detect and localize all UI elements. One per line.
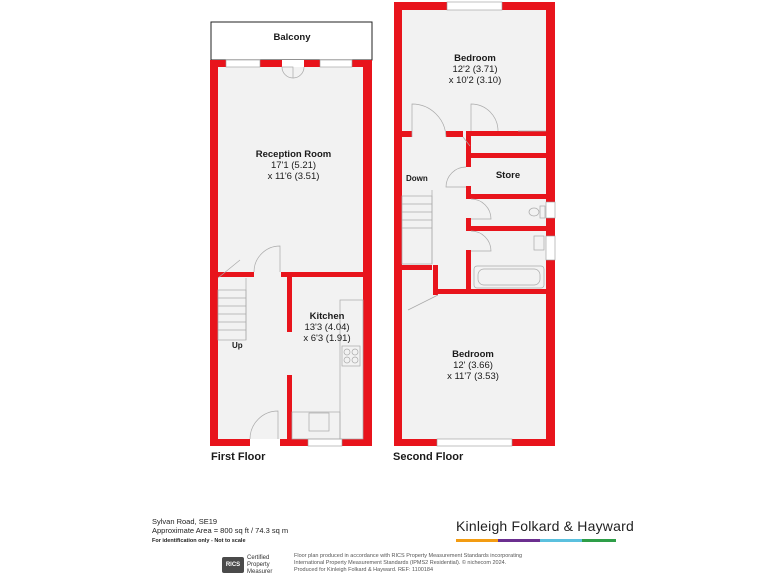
bedroom-top-name: Bedroom xyxy=(454,53,496,64)
bedroom-top-dim2: x 10'2 (3.10) xyxy=(448,75,502,86)
kitchen-label xyxy=(292,311,362,344)
first-floor-title: First Floor xyxy=(211,451,266,463)
brand-name: Kinleigh Folkard & Hayward xyxy=(456,518,634,534)
kitchen-name: Kitchen xyxy=(309,311,345,322)
disclaimer-line3: Produced for Kinleigh Folkard & Hayward. REF: 1100184 xyxy=(294,567,433,573)
rics-logo-icon: RICS xyxy=(222,557,244,573)
identification-note: For identification only - Not to scale xyxy=(152,538,246,544)
rics-line1: Certified xyxy=(247,554,270,561)
bedroom-top-dim1: 12'2 (3.71) xyxy=(452,64,498,75)
reception-dim2: x 11'6 (3.51) xyxy=(267,171,320,182)
disclaimer-line2: International Property Measurement Standards (IPMS2 Residential). © nichecom 2024. xyxy=(294,560,507,566)
second-floor-title: Second Floor xyxy=(393,451,464,463)
brand-bar-3 xyxy=(540,539,582,542)
property-address: Sylvan Road, SE19 xyxy=(152,517,218,526)
balcony-label xyxy=(262,32,322,43)
bedroom-bottom-label xyxy=(428,349,518,382)
bedroom-bottom-dim2: x 11'7 (3.53) xyxy=(447,371,499,382)
disclaimer-line1: Floor plan produced in accordance with RICS Property Measurement Standards incorporating xyxy=(294,553,523,559)
brand-bar-1 xyxy=(456,539,498,542)
stairs-down-label: Down xyxy=(406,174,428,183)
approximate-area: Approximate Area = 800 sq ft / 74.3 sq m xyxy=(152,526,289,535)
store-name: Store xyxy=(495,170,521,181)
rics-line2: Property xyxy=(247,561,270,568)
kitchen-dim2: x 6'3 (1.91) xyxy=(303,333,351,344)
balcony-name: Balcony xyxy=(273,32,311,43)
bedroom-bottom-dim1: 12' (3.66) xyxy=(453,360,493,371)
reception-name: Reception Room xyxy=(255,149,332,160)
bedroom-top-label xyxy=(430,53,520,86)
bedroom-bottom-name: Bedroom xyxy=(452,349,494,360)
reception-dim1: 17'1 (5.21) xyxy=(270,160,317,171)
kitchen-dim1: 13'3 (4.04) xyxy=(304,322,350,333)
stairs-up-label: Up xyxy=(232,341,243,350)
store-label xyxy=(484,170,532,181)
rics-line3: Measurer xyxy=(247,568,273,575)
disclaimer xyxy=(294,553,554,574)
reception-label xyxy=(236,149,351,182)
rics-text xyxy=(247,555,272,576)
brand-bar-4 xyxy=(582,539,616,542)
rics-badge xyxy=(222,555,288,575)
brand-bar-2 xyxy=(498,539,540,542)
